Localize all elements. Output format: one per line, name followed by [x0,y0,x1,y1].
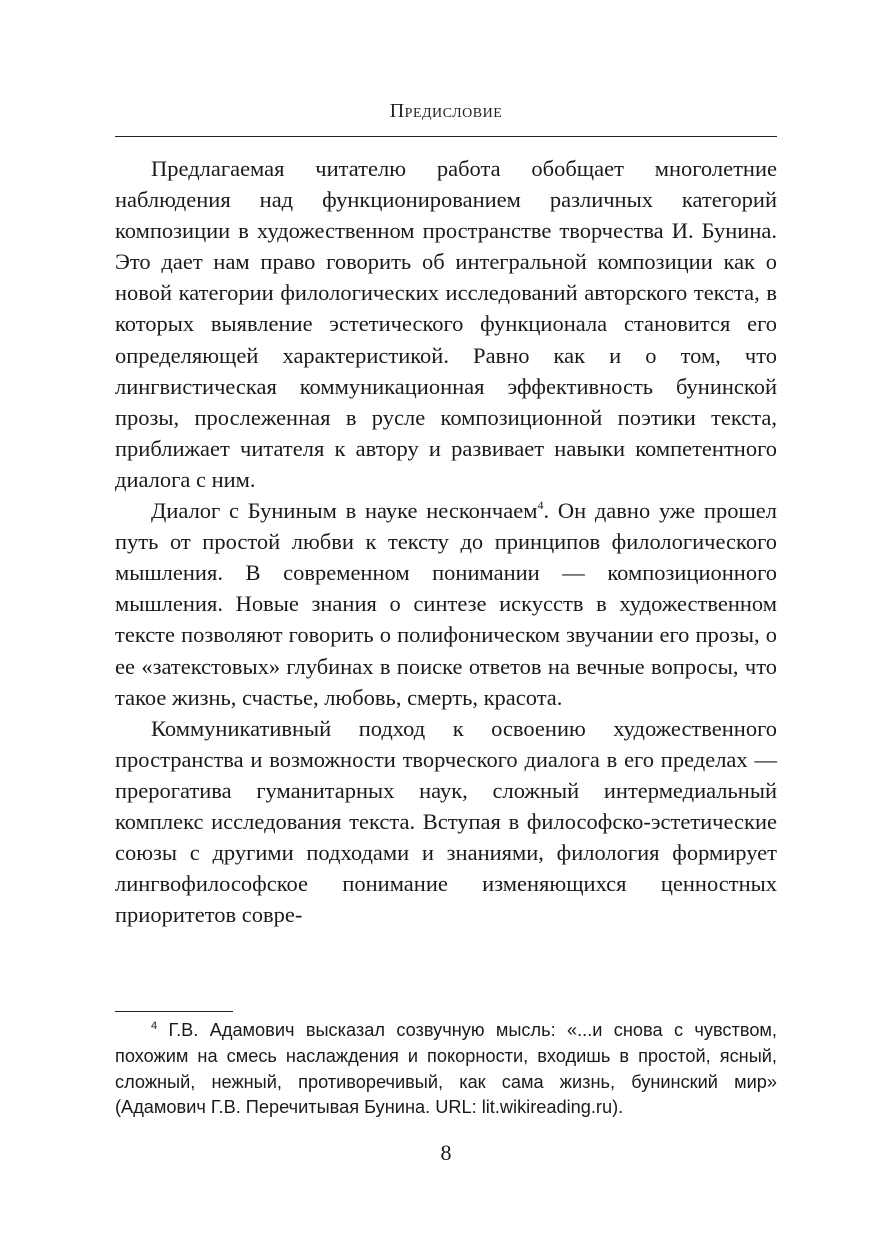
footnote-number: 4 [151,1020,158,1032]
body-text [115,153,777,930]
paragraph-3: Коммуникативный подход к освоению художественного пространства и возможности творческого диалога в его пределах — прерогатива гуманитарных наук, сложный интермедиальный комплекс исследования текста. Вступая в философско-эстетические союзы с другими подходами и знаниями, филология формирует лингвофилософское понимание изменяющихся ценностных приоритетов совре- [115,715,777,928]
paragraph-1: Предлагаемая читателю работа обобщает многолетние наблюдения над функционированием различных категорий композиции в художественном пространстве творчества И. Бунина. Это дает нам право говорить об интегральной композиции как о новой категории филологических исследований авторского текста, в которых выявление эстетического функционала становится его определяющей характеристикой. Равно как и о том, что лингвистическая коммуникационная эффективность бунинской прозы, прослеженная в русле композиционной поэтики текста, приближает читателя к автору и развивает навыки компетентного диалога с ним. [115,156,777,492]
running-head: Предисловие [389,100,503,122]
paragraph-2 [115,495,777,713]
header-divider [115,136,777,137]
footnote-divider [115,1011,233,1012]
paragraph-2-text-before-ref: Диалог с Буниным в науке нескончаем [151,498,538,524]
paragraph-2-text-after-ref: . Он давно уже прошел путь от простой любви к тексту до принципов филологического мышления. В современном понимании — композиционного мышления. Новые знания о синтезе искусств в художественном тексте позволяют говорить о полифоническом звучании его прозы, о ее «затекстовых» глубинах в поиске ответов на вечные вопросы, что такое жизнь, счастье, любовь, смерть, красота. [115,498,777,710]
footnote-text: Г.В. Адамович высказал созвучную мысль: «...и снова с чувством, похожим на смесь наслаждения и покорности, входишь в простой, ясный, сложный, нежный, противоречивый, как сама жизнь, бунинский мир» (Адамович Г.В. Перечитывая Бунина. URL: lit.wikireading.ru). [115,1020,777,1118]
footnote-reference: 4 [537,498,544,513]
footnote [115,1018,777,1121]
page-number: 8 [440,1140,452,1165]
